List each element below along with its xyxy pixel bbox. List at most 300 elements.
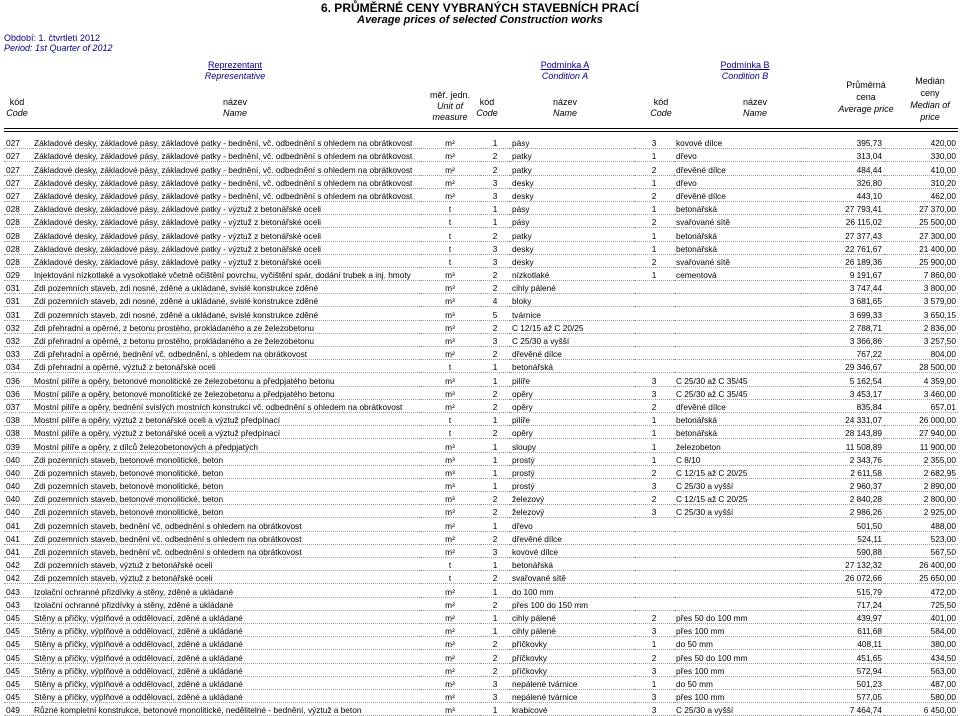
cell-nb: dřevo bbox=[676, 177, 697, 188]
cell-nb: cementová bbox=[676, 270, 717, 281]
cell-avg: 27 132,32 bbox=[845, 560, 882, 571]
cell-na: do 100 mm bbox=[512, 586, 554, 597]
cell-code: 027 bbox=[6, 190, 20, 201]
cell-kb: 1 bbox=[651, 230, 657, 241]
header-median-cz1: Medián bbox=[915, 76, 945, 86]
cell-unit: m³ bbox=[445, 296, 455, 307]
header-code-a-en: Code bbox=[476, 108, 498, 118]
cell-name: Základové desky, základové pásy, základové patky - výztuž z betonářské oceli bbox=[34, 217, 321, 228]
cell-name: Různé kompletní konstrukce, betonové monolitické, nedělitelné - bednění, výztuž a beton bbox=[34, 705, 362, 716]
cell-kb bbox=[634, 320, 674, 333]
cell-na: prostý bbox=[512, 467, 535, 478]
cell-code: 028 bbox=[6, 256, 20, 267]
cell-avg: 577,05 bbox=[856, 692, 882, 703]
cell-kb: 2 bbox=[651, 190, 657, 201]
cell-unit: m³ bbox=[445, 441, 455, 452]
cell-avg: 408,11 bbox=[857, 639, 882, 650]
header-code bbox=[2, 97, 32, 119]
cell-kb: 2 bbox=[651, 217, 657, 228]
header-name-a-en: Name bbox=[552, 108, 577, 118]
cell-med: 2 925,00 bbox=[923, 507, 956, 518]
header-name-a-cz: název bbox=[552, 97, 578, 107]
cell-ka: 1 bbox=[492, 204, 498, 215]
cell-na: pilíře bbox=[512, 375, 530, 386]
cell-na: betonářská bbox=[512, 362, 554, 373]
table-row bbox=[4, 136, 958, 149]
cell-unit: m² bbox=[445, 586, 455, 597]
header-condition-b bbox=[690, 60, 800, 82]
cell-kb: 2 bbox=[651, 467, 657, 478]
cell-ka: 2 bbox=[492, 652, 498, 663]
cell-name: Zdi přehradní a opěrné, z betonu prostého, prokládaného a ze železobetonu bbox=[34, 336, 314, 346]
cell-ka: 2 bbox=[492, 388, 498, 399]
cell-unit: m² bbox=[445, 599, 455, 610]
cell-code: 036 bbox=[6, 388, 20, 399]
cell-unit: m² bbox=[445, 612, 455, 623]
cell-name: Zdi pozemních staveb, výztuž z betonářské oceli bbox=[34, 573, 213, 584]
cell-name: Zdi pozemních staveb, výztuž z betonářské oceli bbox=[34, 560, 213, 571]
cell-code: 040 bbox=[6, 481, 20, 492]
cell-nb: C 12/15 až C 20/25 bbox=[676, 467, 748, 478]
cell-ka: 2 bbox=[492, 533, 498, 544]
table-row bbox=[4, 492, 958, 505]
cell-med: 21 400,00 bbox=[919, 243, 956, 254]
cell-ka: 1 bbox=[492, 626, 498, 637]
cell-na: cihly pálené bbox=[512, 283, 556, 294]
cell-kb bbox=[634, 558, 674, 571]
cell-code: 027 bbox=[6, 177, 20, 188]
cell-name: Zdi pozemních staveb, zdi nosné, zděné a ukládané, svislé konstrukce zděné bbox=[34, 309, 319, 320]
cell-name: Injektování nízkotlaké a vysokotlaké včetně očištění povrchu, vyčištění spár, dodání trubek a inj. hmoty bbox=[34, 270, 411, 281]
cell-med: 804,00 bbox=[930, 349, 956, 360]
cell-nb: betonářská bbox=[676, 428, 718, 439]
cell-code: 036 bbox=[6, 375, 20, 386]
cell-avg: 524,11 bbox=[857, 533, 882, 544]
cell-na: C 25/30 a vyšší bbox=[512, 336, 570, 346]
cell-code: 031 bbox=[6, 296, 20, 307]
cell-unit: m³ bbox=[445, 309, 455, 320]
cell-ka: 2 bbox=[492, 270, 498, 281]
cell-unit: m² bbox=[445, 533, 455, 544]
header-representant-cz: Reprezentant bbox=[207, 60, 263, 70]
cell-ka: 3 bbox=[492, 692, 498, 703]
cell-ka: 3 bbox=[492, 336, 498, 346]
cell-ka: 2 bbox=[492, 573, 498, 584]
cell-nb: betonářská bbox=[676, 415, 718, 426]
cell-avg: 2 986,26 bbox=[849, 507, 882, 518]
cell-ka: 3 bbox=[492, 177, 498, 188]
cell-name: Mostní pilíře a opěry, bednění svislých mostních konstrukcí vč. odbednění s ohledem na obrátkovost bbox=[34, 401, 403, 412]
cell-ka: 2 bbox=[492, 283, 498, 294]
table-row bbox=[4, 175, 958, 188]
cell-name: Zdi pozemních staveb, zdi nosné, zděné a ukládané, svislé konstrukce zděné bbox=[34, 296, 319, 307]
cell-code: 028 bbox=[6, 204, 20, 215]
cell-code: 038 bbox=[6, 415, 20, 426]
cell-code: 045 bbox=[6, 692, 20, 703]
header-name-b-en: Name bbox=[742, 108, 767, 118]
cell-code: 027 bbox=[6, 151, 20, 162]
cell-ka: 3 bbox=[492, 190, 498, 201]
cell-name: Stěny a příčky, výplňové a oddělovací, zděné a ukládané bbox=[34, 652, 243, 663]
cell-ka: 3 bbox=[492, 678, 498, 689]
cell-avg: 27 377,43 bbox=[845, 230, 882, 241]
cell-ka: 1 bbox=[492, 217, 498, 228]
cell-na: kovové dílce bbox=[512, 547, 559, 557]
cell-avg: 717,24 bbox=[856, 599, 882, 610]
cell-unit: t bbox=[448, 573, 452, 584]
cell-name: Základové desky, základové pásy, základové patky - výztuž z betonářské oceli bbox=[34, 243, 321, 254]
cell-na: desky bbox=[512, 190, 534, 201]
cell-code: 041 bbox=[6, 520, 20, 531]
cell-name: Základové desky, základové pásy, základové patky - bednění, vč. odbednění s ohledem na obrátkovost bbox=[34, 164, 413, 175]
cell-na: sloupy bbox=[512, 441, 536, 452]
cell-kb: 1 bbox=[651, 454, 657, 465]
cell-unit: m² bbox=[445, 151, 455, 162]
cell-med: 3 579,00 bbox=[923, 296, 956, 307]
cell-unit: m² bbox=[445, 665, 455, 676]
cell-name: Základové desky, základové pásy, základové patky - bednění, vč. odbednění s ohledem na obrátkovost bbox=[34, 177, 413, 188]
cell-ka: 1 bbox=[492, 705, 498, 716]
cell-name: Mostní pilíře a opěry, betonové monolitické ze železobetonu a předpjatého betonu bbox=[34, 388, 335, 399]
cell-na: desky bbox=[512, 243, 534, 254]
cell-ka: 2 bbox=[492, 349, 498, 360]
cell-avg: 443,10 bbox=[856, 190, 882, 201]
header-code-en: Code bbox=[6, 108, 28, 118]
cell-unit: t bbox=[448, 428, 452, 439]
cell-med: 27 940,00 bbox=[919, 428, 956, 439]
cell-kb: 2 bbox=[651, 652, 657, 663]
cell-kb: 2 bbox=[651, 164, 657, 175]
cell-kb: 1 bbox=[651, 151, 657, 162]
cell-ka: 3 bbox=[492, 547, 498, 557]
cell-na: dřevo bbox=[512, 520, 533, 531]
cell-kb bbox=[634, 294, 674, 307]
cell-unit: t bbox=[448, 204, 452, 215]
cell-kb bbox=[634, 584, 674, 597]
cell-ka: 2 bbox=[492, 164, 498, 175]
cell-na: pásy bbox=[512, 204, 530, 215]
table-row bbox=[4, 478, 958, 491]
cell-na: opěry bbox=[512, 401, 533, 412]
cell-nb: železobeton bbox=[676, 441, 721, 452]
cell-ka: 1 bbox=[492, 362, 498, 373]
header-condition-b-en: Condition B bbox=[721, 71, 769, 81]
cell-kb bbox=[634, 347, 674, 360]
cell-na: nepálené tvárnice bbox=[512, 692, 578, 703]
header-code-b-cz: kód bbox=[653, 97, 669, 107]
cell-kb: 2 bbox=[651, 494, 657, 505]
cell-na: cihly pálené bbox=[512, 626, 556, 637]
cell-nb bbox=[674, 558, 800, 571]
cell-avg: 24 331,07 bbox=[845, 415, 882, 426]
header-average-cz2: cena bbox=[856, 92, 876, 102]
table-row bbox=[4, 228, 958, 241]
cell-med: 2 890,00 bbox=[923, 481, 956, 492]
cell-med: 3 800,00 bbox=[923, 283, 956, 294]
cell-name: Stěny a příčky, výplňové a oddělovací, zděné a ukládané bbox=[34, 692, 243, 703]
header-name-b-cz: název bbox=[742, 97, 768, 107]
cell-unit: t bbox=[448, 560, 452, 571]
table-row bbox=[4, 452, 958, 465]
cell-med: 25 500,00 bbox=[919, 217, 956, 228]
cell-med: 401,00 bbox=[930, 612, 956, 623]
header-condition-b-cz: Podmínka B bbox=[720, 60, 770, 70]
cell-nb: kovové dílce bbox=[676, 138, 723, 149]
cell-avg: 501,23 bbox=[856, 678, 882, 689]
cell-ka: 1 bbox=[492, 560, 498, 571]
page-subtitle: Average prices of selected Construction works bbox=[357, 14, 603, 26]
cell-nb bbox=[674, 347, 800, 360]
table-row bbox=[4, 360, 958, 373]
header-code-a-cz: kód bbox=[479, 97, 495, 107]
cell-med: 7 860,00 bbox=[923, 270, 956, 281]
cell-unit: m² bbox=[445, 177, 455, 188]
cell-nb: dřevo bbox=[676, 151, 697, 162]
cell-unit: t bbox=[448, 217, 452, 228]
cell-nb bbox=[674, 294, 800, 307]
table-row bbox=[4, 637, 958, 650]
cell-unit: m³ bbox=[445, 283, 455, 294]
cell-na: přes 100 do 150 mm bbox=[512, 599, 589, 610]
cell-code: 038 bbox=[6, 428, 20, 439]
cell-avg: 2 343,76 bbox=[849, 454, 882, 465]
cell-avg: 3 453,17 bbox=[849, 388, 882, 399]
cell-unit: m³ bbox=[445, 705, 455, 716]
cell-name: Zdi přehradní a opěrné, z betonu prostého, prokládaného a ze železobetonu bbox=[34, 322, 314, 333]
cell-ka: 3 bbox=[492, 256, 498, 267]
table-row bbox=[4, 149, 958, 162]
cell-unit: m² bbox=[445, 401, 455, 412]
cell-na: příčkovky bbox=[512, 639, 548, 650]
cell-ka: 2 bbox=[492, 230, 498, 241]
table-row bbox=[4, 623, 958, 636]
cell-code: 032 bbox=[6, 322, 20, 333]
header-name-cz: název bbox=[222, 97, 248, 107]
cell-na: svařované sítě bbox=[512, 573, 566, 584]
cell-nb: přes 100 mm bbox=[676, 626, 725, 637]
cell-avg: 439,97 bbox=[856, 612, 882, 623]
cell-kb: 2 bbox=[651, 612, 657, 623]
cell-unit: m³ bbox=[445, 494, 455, 505]
cell-nb: betonářská bbox=[676, 204, 718, 215]
table-row bbox=[4, 610, 958, 623]
cell-nb bbox=[674, 544, 800, 557]
cell-med: 380,00 bbox=[930, 639, 956, 650]
cell-nb: přes 50 do 100 mm bbox=[676, 652, 748, 663]
cell-kb bbox=[634, 544, 674, 557]
cell-kb: 3 bbox=[651, 375, 657, 386]
cell-med: 580,00 bbox=[930, 692, 956, 703]
cell-na: C 12/15 až C 20/25 bbox=[512, 322, 584, 333]
cell-na: cihly pálené bbox=[512, 612, 556, 623]
table-row bbox=[4, 215, 958, 228]
cell-kb bbox=[634, 571, 674, 584]
cell-kb: 1 bbox=[651, 270, 657, 281]
cell-ka: 2 bbox=[492, 401, 498, 412]
cell-na: desky bbox=[512, 177, 534, 188]
cell-ka: 1 bbox=[492, 138, 498, 149]
cell-unit: m² bbox=[445, 639, 455, 650]
cell-na: pilíře bbox=[512, 415, 530, 426]
cell-unit: m² bbox=[445, 520, 455, 531]
cell-avg: 26 115,02 bbox=[845, 217, 882, 228]
cell-unit: m³ bbox=[445, 507, 455, 518]
cell-ka: 1 bbox=[492, 612, 498, 623]
cell-nb bbox=[674, 597, 800, 610]
cell-avg: 2 788,71 bbox=[849, 322, 882, 333]
header-name-en: Name bbox=[222, 108, 247, 118]
cell-name: Zdi pozemních staveb, betonové monolitické, beton bbox=[34, 507, 224, 518]
cell-name: Základové desky, základové pásy, základové patky - výztuž z betonářské oceli bbox=[34, 204, 321, 215]
cell-na: betonářská bbox=[512, 560, 554, 571]
cell-med: 27 300,00 bbox=[919, 230, 956, 241]
table-row bbox=[4, 188, 958, 201]
cell-med: 434,50 bbox=[930, 652, 956, 663]
cell-na: bloky bbox=[512, 296, 532, 307]
cell-med: 27 370,00 bbox=[919, 204, 956, 215]
cell-name: Zdi pozemních staveb, betonové monolitické, beton bbox=[34, 467, 224, 478]
cell-unit: m² bbox=[445, 164, 455, 175]
header-condition-a-cz: Podmínka A bbox=[540, 60, 590, 70]
table-row bbox=[4, 267, 958, 280]
cell-na: opěry bbox=[512, 388, 533, 399]
cell-code: 040 bbox=[6, 507, 20, 518]
cell-nb: přes 50 do 100 mm bbox=[676, 612, 748, 623]
cell-kb: 3 bbox=[651, 665, 657, 676]
cell-med: 2 355,00 bbox=[923, 454, 956, 465]
cell-med: 488,00 bbox=[930, 520, 956, 531]
cell-name: Základové desky, základové pásy, základové patky - bednění, vč. odbednění s ohledem na obrátkovost bbox=[34, 151, 413, 162]
header-median-en2: price bbox=[920, 112, 940, 122]
header-code-cz: kód bbox=[9, 97, 25, 107]
cell-nb: betonářská bbox=[676, 230, 718, 241]
table-row bbox=[4, 241, 958, 254]
cell-med: 310,20 bbox=[930, 177, 956, 188]
cell-na: dřevěné dílce bbox=[512, 349, 562, 360]
cell-avg: 29 346,67 bbox=[845, 362, 882, 373]
cell-ka: 2 bbox=[492, 639, 498, 650]
cell-nb bbox=[674, 518, 800, 531]
cell-ka: 2 bbox=[492, 507, 498, 518]
table-row bbox=[4, 505, 958, 518]
cell-ka: 1 bbox=[492, 467, 498, 478]
cell-kb: 3 bbox=[651, 481, 657, 492]
cell-med: 567,50 bbox=[930, 547, 956, 557]
cell-avg: 515,79 bbox=[856, 586, 882, 597]
header-unit-en2: measure bbox=[432, 112, 468, 122]
cell-kb: 1 bbox=[651, 177, 657, 188]
cell-med: 420,00 bbox=[930, 138, 956, 149]
table-row bbox=[4, 650, 958, 663]
table-row bbox=[4, 294, 958, 307]
cell-kb: 1 bbox=[651, 678, 657, 689]
cell-ka: 2 bbox=[492, 151, 498, 162]
cell-name: Zdi pozemních staveb, bednění vč. odbednění s ohledem na obrátkovost bbox=[34, 533, 302, 544]
cell-nb bbox=[674, 360, 800, 373]
cell-nb bbox=[674, 320, 800, 333]
cell-name: Stěny a příčky, výplňové a oddělovací, zděné a ukládané bbox=[34, 665, 243, 676]
cell-avg: 3 366,86 bbox=[849, 336, 882, 346]
cell-unit: t bbox=[448, 362, 452, 373]
cell-ka: 1 bbox=[492, 586, 498, 597]
cell-avg: 501,50 bbox=[856, 520, 882, 531]
table-row bbox=[4, 465, 958, 478]
cell-med: 28 500,00 bbox=[919, 362, 956, 373]
cell-na: patky bbox=[512, 230, 532, 241]
header-rule-top bbox=[4, 128, 958, 129]
cell-nb: přes 100 mm bbox=[676, 665, 725, 676]
cell-na: železový bbox=[512, 494, 545, 505]
cell-name: Zdi přehradní a opěrné, bednění vč. odbednění, s ohledem na obrátkovost bbox=[34, 349, 308, 360]
cell-ka: 2 bbox=[492, 322, 498, 333]
cell-unit: m² bbox=[445, 678, 455, 689]
header-unit-en1: Unit of bbox=[436, 101, 463, 111]
cell-kb bbox=[634, 597, 674, 610]
cell-med: 657,01 bbox=[930, 401, 956, 412]
cell-nb bbox=[674, 307, 800, 320]
cell-med: 487,00 bbox=[930, 678, 956, 689]
cell-avg: 2 960,37 bbox=[849, 481, 882, 492]
table-row bbox=[4, 663, 958, 676]
cell-nb bbox=[674, 281, 800, 294]
table-row bbox=[4, 544, 958, 557]
cell-na: dřevěné dílce bbox=[512, 533, 562, 544]
header-representant bbox=[160, 60, 310, 82]
cell-name: Zdi pozemních staveb, betonové monolitické, beton bbox=[34, 494, 224, 505]
cell-ka: 1 bbox=[492, 481, 498, 492]
cell-name: Stěny a příčky, výplňové a oddělovací, zděné a ukládané bbox=[34, 612, 243, 623]
cell-med: 3 460,00 bbox=[923, 388, 956, 399]
header-rule-bottom bbox=[4, 131, 958, 132]
cell-med: 523,00 bbox=[930, 533, 956, 544]
cell-nb bbox=[674, 584, 800, 597]
cell-nb: C 25/30 až C 35/45 bbox=[676, 375, 748, 386]
cell-name: Zdi pozemních staveb, zdi nosné, zděné a ukládané, svislé konstrukce zděné bbox=[34, 283, 319, 294]
cell-code: 028 bbox=[6, 217, 20, 228]
cell-code: 043 bbox=[6, 586, 20, 597]
period-en: Period: 1st Quarter of 2012 bbox=[4, 43, 113, 53]
header-condition-a bbox=[510, 60, 620, 82]
cell-kb bbox=[634, 360, 674, 373]
cell-unit: m² bbox=[445, 138, 455, 149]
cell-code: 045 bbox=[6, 652, 20, 663]
cell-kb: 3 bbox=[651, 507, 657, 518]
cell-unit: t bbox=[448, 415, 452, 426]
cell-med: 26 400,00 bbox=[919, 560, 956, 571]
cell-code: 040 bbox=[6, 454, 20, 465]
cell-ka: 2 bbox=[492, 428, 498, 439]
cell-nb: do 50 mm bbox=[676, 678, 713, 689]
table-row bbox=[4, 558, 958, 571]
cell-name: Zdi pozemních staveb, betonové monolitické, beton bbox=[34, 454, 224, 465]
cell-ka: 1 bbox=[492, 520, 498, 531]
cell-med: 25 900,00 bbox=[919, 256, 956, 267]
cell-code: 033 bbox=[6, 349, 20, 360]
cell-code: 027 bbox=[6, 164, 20, 175]
cell-avg: 2 840,28 bbox=[849, 494, 882, 505]
cell-avg: 22 761,67 bbox=[845, 243, 882, 254]
cell-name: Stěny a příčky, výplňové a oddělovací, zděné a ukládané bbox=[34, 626, 243, 637]
cell-med: 725,50 bbox=[930, 599, 956, 610]
cell-avg: 3 681,65 bbox=[849, 296, 882, 307]
cell-avg: 9 191,67 bbox=[849, 270, 882, 281]
table-row bbox=[4, 373, 958, 386]
header-name bbox=[180, 97, 290, 119]
cell-name: Mostní pilíře a opěry, výztuž z betonářské oceli a výztuž předpínací bbox=[34, 428, 281, 439]
cell-name: Stěny a příčky, výplňové a oddělovací, zděné a ukládané bbox=[34, 678, 243, 689]
table-row bbox=[4, 333, 958, 346]
cell-na: pásy bbox=[512, 138, 530, 149]
